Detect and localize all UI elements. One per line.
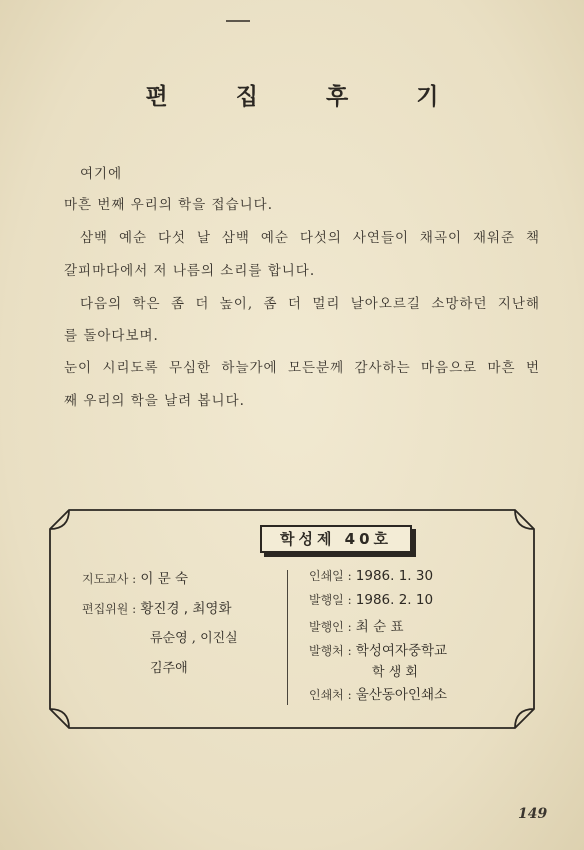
printer-name: 울산동아인쇄소 (355, 687, 448, 703)
pub-date-row (309, 591, 433, 608)
editors-label: 편집위원 : (82, 602, 137, 616)
printer-label: 인쇄처 : (309, 688, 352, 702)
print-date: 1986. 1. 30 (355, 568, 434, 584)
print-date-label: 인쇄일 : (309, 569, 352, 583)
body-line: 갈피마다에서 저 나름의 소리를 합니다. (64, 263, 316, 279)
printer-row (309, 683, 447, 703)
body-line: 를 돌아다보며. (64, 328, 159, 344)
issuer-label: 발행처 : (309, 644, 352, 658)
advisor-row (82, 567, 188, 587)
issuer-name: 학성여자중학교 (355, 643, 448, 659)
body-line: 여기에 (80, 166, 123, 182)
page-title: 편 집 후 기 (145, 84, 469, 110)
pub-date-label: 발행일 : (309, 593, 352, 607)
body-line: 눈이 시리도록 무심한 하늘가에 모든분께 감사하는 마음으로 마흔 번 (64, 360, 540, 376)
top-dash (226, 20, 250, 22)
advisor-name: 이 문 숙 (140, 571, 189, 587)
colophon-box (47, 507, 537, 731)
editors-names: 김주애 (150, 661, 188, 676)
pub-date: 1986. 2. 10 (355, 592, 434, 608)
page-number: 149 (518, 806, 548, 822)
publisher-name: 최 순 표 (355, 619, 404, 635)
body-line: 마흔 번째 우리의 학을 접습니다. (64, 197, 273, 213)
column-divider (287, 570, 288, 705)
print-date-row (309, 567, 433, 584)
advisor-label: 지도교사 : (82, 572, 137, 586)
issuer-name: 학 생 회 (372, 665, 418, 680)
body-line: 다음의 학은 좀 더 높이, 좀 더 멀리 날아오르길 소망하던 지난해 (80, 296, 540, 312)
editors-names: 류순영 , 이진실 (150, 631, 238, 646)
body-line: 째 우리의 학을 날려 봅니다. (64, 393, 245, 409)
issuer-row (309, 639, 447, 659)
body-line: 삼백 예순 다섯 날 삼백 예순 다섯의 사연들이 채곡이 재워준 책 (80, 230, 540, 246)
publisher-row (309, 615, 404, 635)
editors-row (82, 597, 232, 617)
editors-names: 황진경 , 최영화 (140, 601, 232, 617)
publisher-label: 발행인 : (309, 620, 352, 634)
issue-badge: 학성제 40호 (260, 525, 412, 553)
